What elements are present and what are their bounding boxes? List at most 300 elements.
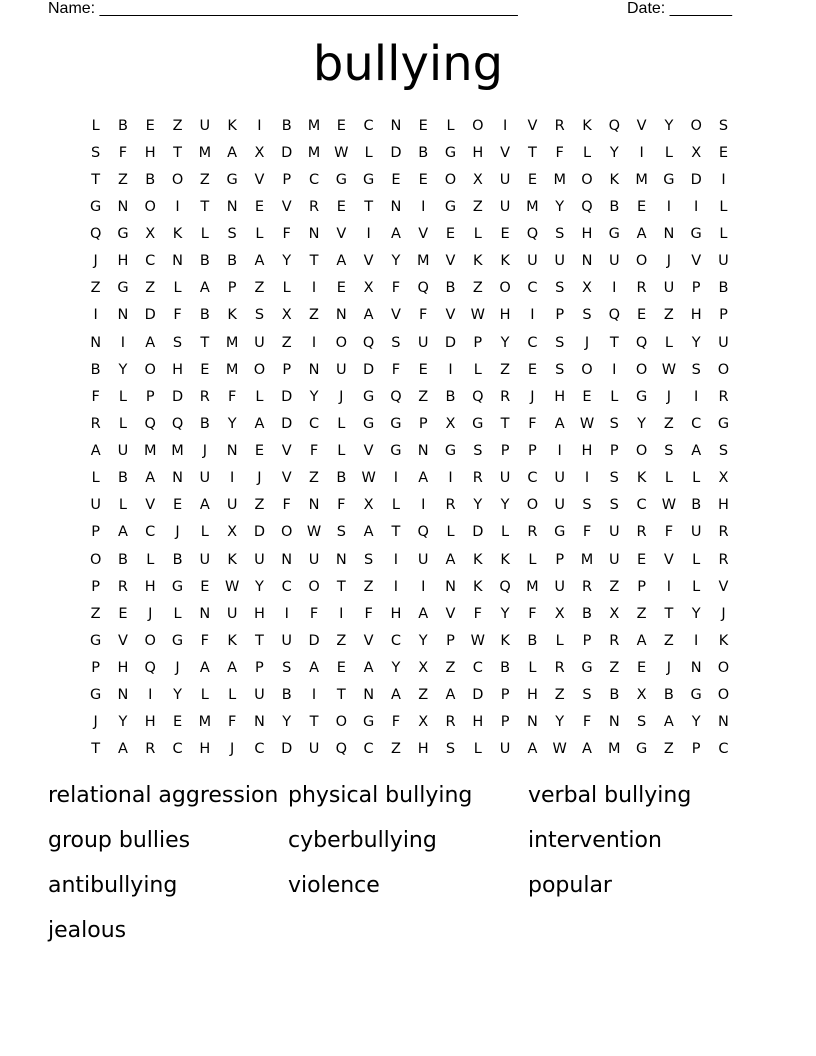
grid-letter: K <box>227 551 237 568</box>
grid-letter: R <box>609 632 620 649</box>
grid-letter: B <box>199 253 210 270</box>
grid-letter: L <box>91 470 100 487</box>
grid-letter: L <box>582 144 592 161</box>
grid-letter: B <box>117 117 128 134</box>
grid-letter: H <box>718 497 729 514</box>
grid-letter: Z <box>418 388 429 405</box>
grid-letter: R <box>554 117 565 134</box>
grid-letter: A <box>145 334 156 351</box>
grid-letter: P <box>555 307 565 324</box>
grid-letter: V <box>281 470 292 487</box>
grid-letter: W <box>334 144 349 161</box>
grid-letter: S <box>609 415 619 432</box>
grid-letter: S <box>172 334 183 351</box>
grid-letter: T <box>336 687 346 704</box>
grid-letter: H <box>144 714 156 731</box>
grid-letter: I <box>721 171 726 188</box>
grid-letter: E <box>637 198 647 215</box>
grid-letter: I <box>393 551 399 568</box>
grid-letter: K <box>227 632 237 649</box>
grid-letter: W <box>470 632 485 649</box>
grid-letter: P <box>446 632 455 649</box>
grid-letter: X <box>363 497 374 514</box>
grid-letter: R <box>718 551 729 568</box>
grid-letter: M <box>198 144 212 161</box>
grid-letter: H <box>472 714 484 731</box>
grid-letter: F <box>555 144 564 161</box>
grid-letter: V <box>445 253 456 270</box>
word-list <box>48 778 768 949</box>
grid-letter: E <box>500 226 510 243</box>
grid-letter: P <box>719 307 728 324</box>
grid-letter: A <box>309 660 319 677</box>
grid-letter: Y <box>282 714 292 731</box>
grid-letter: T <box>664 605 674 622</box>
grid-letter: I <box>393 470 399 487</box>
grid-letter: L <box>719 198 728 215</box>
grid-letter: F <box>337 497 346 514</box>
grid-letter: V <box>145 497 156 514</box>
grid-letter: M <box>553 171 566 188</box>
grid-letter: G <box>362 415 375 432</box>
grid-letter: U <box>199 551 211 568</box>
grid-letter: I <box>666 578 672 595</box>
word-bank-item: antibullying <box>48 873 178 898</box>
grid-letter: C <box>145 524 156 541</box>
grid-letter: A <box>117 741 128 758</box>
grid-letter: U <box>499 171 511 188</box>
grid-letter: I <box>694 632 699 649</box>
grid-letter: Y <box>500 334 510 351</box>
grid-letter: J <box>339 388 344 405</box>
grid-letter: I <box>694 198 699 215</box>
grid-letter: G <box>171 632 184 649</box>
grid-letter: P <box>691 741 701 758</box>
grid-letter: B <box>445 388 456 405</box>
grid-letter: E <box>172 497 183 514</box>
grid-letter: G <box>608 226 620 243</box>
grid-letter: Z <box>172 117 183 134</box>
grid-letter: Y <box>691 714 701 731</box>
grid-letter: C <box>281 578 292 595</box>
grid-letter: K <box>473 253 483 270</box>
grid-letter: O <box>635 253 648 270</box>
grid-letter: E <box>527 361 537 378</box>
grid-letter: E <box>418 171 428 188</box>
grid-letter: B <box>172 551 183 568</box>
grid-letter: L <box>473 741 482 758</box>
grid-letter: O <box>144 632 156 649</box>
grid-letter: N <box>390 117 402 134</box>
grid-letter: N <box>172 470 183 487</box>
grid-row <box>82 139 737 166</box>
grid-letter: X <box>445 415 456 432</box>
grid-letter: N <box>117 307 129 324</box>
grid-letter: O <box>335 714 348 731</box>
grid-letter: Y <box>227 415 237 432</box>
grid-letter: V <box>663 551 674 568</box>
grid-letter: N <box>363 687 375 704</box>
grid-letter: L <box>255 388 264 405</box>
grid-letter: S <box>636 714 647 731</box>
grid-letter: A <box>199 497 210 514</box>
grid-letter: I <box>257 117 262 134</box>
grid-letter: G <box>362 714 375 731</box>
grid-letter: A <box>227 144 238 161</box>
grid-letter: O <box>472 117 484 134</box>
page-title: bullying <box>312 36 504 92</box>
grid-letter: E <box>200 361 210 378</box>
grid-letter: L <box>664 470 673 487</box>
grid-letter: F <box>173 307 182 324</box>
grid-letter: L <box>200 226 209 243</box>
grid-letter: L <box>282 280 291 297</box>
grid-letter: O <box>717 361 730 378</box>
grid-letter: M <box>416 253 430 270</box>
grid-letter: U <box>718 334 729 351</box>
grid-letter: O <box>253 361 266 378</box>
grid-letter: O <box>717 660 730 677</box>
grid-letter: I <box>421 497 426 514</box>
grid-letter: H <box>117 253 129 270</box>
grid-letter: N <box>335 551 347 568</box>
grid-letter: R <box>145 741 156 758</box>
grid-letter: Q <box>608 307 620 324</box>
grid-letter: I <box>175 198 180 215</box>
grid-letter: L <box>255 226 264 243</box>
grid-letter: X <box>145 226 156 243</box>
grid-letter: A <box>363 660 374 677</box>
grid-letter: I <box>666 198 672 215</box>
grid-letter: G <box>226 171 238 188</box>
grid-letter: E <box>391 171 401 188</box>
grid-letter: D <box>281 388 293 405</box>
word-bank-item: violence <box>288 873 380 898</box>
grid-letter: G <box>390 415 402 432</box>
grid-letter: O <box>144 361 156 378</box>
grid-letter: U <box>499 741 511 758</box>
grid-letter: A <box>90 443 101 460</box>
grid-letter: U <box>663 280 675 297</box>
grid-letter: N <box>226 198 238 215</box>
grid-letter: H <box>554 388 566 405</box>
grid-letter: Q <box>608 117 620 134</box>
grid-letter: D <box>363 361 375 378</box>
grid-letter: L <box>200 524 209 541</box>
grid-row <box>82 112 737 139</box>
grid-letter: D <box>444 334 457 351</box>
grid-letter: E <box>336 117 346 134</box>
grid-letter: U <box>499 470 511 487</box>
grid-letter: M <box>225 361 239 378</box>
grid-letter: O <box>89 551 102 568</box>
grid-letter: Y <box>691 334 701 351</box>
grid-letter: S <box>473 443 483 460</box>
grid-letter: Q <box>89 226 102 243</box>
grid-letter: K <box>172 226 183 243</box>
grid-letter: L <box>473 361 482 378</box>
grid-letter: M <box>307 117 321 134</box>
grid-letter: H <box>144 144 156 161</box>
grid-row <box>82 627 737 654</box>
grid-letter: X <box>582 280 592 297</box>
grid-letter: L <box>610 388 619 405</box>
grid-letter: B <box>145 171 156 188</box>
name-field-label: Name: _______________________________________________ <box>48 0 518 17</box>
grid-letter: P <box>691 280 701 297</box>
grid-letter: R <box>117 578 128 595</box>
grid-row <box>82 736 737 763</box>
grid-letter: Z <box>472 198 483 215</box>
grid-letter: K <box>636 470 647 487</box>
grid-letter: K <box>500 253 510 270</box>
grid-letter: R <box>445 714 456 731</box>
grid-letter: B <box>609 687 620 704</box>
grid-letter: X <box>227 524 238 541</box>
grid-letter: U <box>90 497 101 514</box>
grid-letter: D <box>308 632 320 649</box>
grid-letter: C <box>718 741 729 758</box>
grid-letter: Z <box>90 280 101 297</box>
grid-letter: U <box>417 334 429 351</box>
grid-letter: I <box>229 470 235 487</box>
grid-letter: U <box>554 497 565 514</box>
grid-row <box>82 383 737 410</box>
grid-letter: P <box>227 280 237 297</box>
grid-letter: X <box>363 280 374 297</box>
grid-letter: W <box>661 361 677 378</box>
grid-letter: F <box>118 144 128 161</box>
word-bank-item: jealous <box>48 918 127 943</box>
grid-letter: U <box>226 497 238 514</box>
grid-letter: N <box>718 714 729 731</box>
grid-letter: N <box>254 714 265 731</box>
grid-letter: F <box>582 524 592 541</box>
grid-letter: A <box>227 660 238 677</box>
grid-letter: P <box>145 388 155 405</box>
grid-letter: Y <box>118 361 128 378</box>
grid-letter: S <box>336 524 346 541</box>
grid-letter: T <box>527 144 537 161</box>
grid-letter: R <box>636 524 647 541</box>
grid-letter: P <box>500 687 510 704</box>
grid-letter: U <box>117 443 129 460</box>
grid-letter: I <box>339 605 344 622</box>
grid-letter: J <box>202 443 207 460</box>
grid-letter: P <box>500 443 510 460</box>
grid-letter: H <box>417 741 429 758</box>
grid-letter: A <box>527 741 538 758</box>
grid-letter: E <box>637 660 647 677</box>
grid-letter: L <box>664 334 673 351</box>
grid-row <box>82 410 737 437</box>
grid-letter: J <box>93 253 98 270</box>
grid-letter: E <box>172 714 183 731</box>
grid-letter: M <box>307 144 321 161</box>
grid-letter: W <box>361 470 376 487</box>
grid-letter: M <box>635 171 648 188</box>
grid-letter: I <box>284 605 289 622</box>
grid-letter: B <box>199 415 210 432</box>
grid-letter: S <box>718 443 729 460</box>
grid-letter: Z <box>445 660 456 677</box>
grid-letter: E <box>200 578 210 595</box>
grid-letter: G <box>717 415 730 432</box>
grid-letter: S <box>555 361 565 378</box>
grid-letter: N <box>117 687 129 704</box>
grid-letter: P <box>91 660 101 677</box>
grid-letter: G <box>390 443 402 460</box>
grid-letter: G <box>690 226 702 243</box>
grid-letter: D <box>281 144 293 161</box>
grid-letter: U <box>336 361 347 378</box>
grid-letter: I <box>421 578 426 595</box>
grid-letter: D <box>253 524 266 541</box>
grid-letter: E <box>336 280 346 297</box>
grid-letter: D <box>690 171 702 188</box>
grid-letter: U <box>554 253 565 270</box>
grid-letter: U <box>199 117 211 134</box>
grid-letter: R <box>718 524 729 541</box>
grid-letter: H <box>253 605 265 622</box>
grid-letter: C <box>363 741 374 758</box>
grid-letter: F <box>473 605 482 622</box>
grid-letter: E <box>418 117 428 134</box>
grid-letter: N <box>226 443 238 460</box>
grid-letter: H <box>172 361 183 378</box>
grid-letter: N <box>117 198 129 215</box>
grid-row <box>82 166 737 193</box>
grid-letter: U <box>608 253 620 270</box>
grid-letter: U <box>254 334 265 351</box>
grid-letter: G <box>663 171 675 188</box>
grid-letter: V <box>363 443 374 460</box>
grid-letter: L <box>664 144 673 161</box>
grid-letter: H <box>472 144 484 161</box>
grid-letter: G <box>362 171 375 188</box>
date-field-label: Date: _______ <box>627 0 732 17</box>
grid-letter: K <box>582 117 592 134</box>
grid-letter: I <box>421 198 426 215</box>
grid-letter: B <box>663 687 674 704</box>
grid-letter: G <box>554 524 566 541</box>
grid-letter: Z <box>281 334 292 351</box>
grid-letter: L <box>391 497 400 514</box>
grid-letter: V <box>254 171 265 188</box>
grid-letter: A <box>418 470 429 487</box>
grid-letter: X <box>472 171 483 188</box>
grid-letter: N <box>445 578 456 595</box>
grid-letter: Z <box>663 307 674 324</box>
grid-letter: E <box>445 226 456 243</box>
grid-letter: C <box>527 334 538 351</box>
grid-letter: A <box>254 415 265 432</box>
grid-letter: F <box>528 415 537 432</box>
grid-letter: Z <box>663 632 674 649</box>
grid-letter: X <box>281 307 292 324</box>
grid-letter: P <box>473 334 483 351</box>
grid-letter: Z <box>554 687 565 704</box>
grid-letter: C <box>308 171 320 188</box>
grid-letter: P <box>255 660 264 677</box>
grid-letter: Z <box>636 605 647 622</box>
grid-letter: Z <box>309 307 319 324</box>
grid-letter: U <box>199 470 211 487</box>
grid-letter: C <box>172 741 183 758</box>
grid-letter: G <box>444 443 457 460</box>
grid-row <box>82 302 737 329</box>
grid-letter: B <box>527 632 538 649</box>
grid-row <box>82 221 737 248</box>
grid-letter: Q <box>581 198 593 215</box>
word-bank <box>48 778 768 949</box>
grid-letter: A <box>117 524 128 541</box>
grid-letter: G <box>690 687 702 704</box>
grid-letter: C <box>472 660 483 677</box>
grid-letter: N <box>690 660 702 677</box>
grid-letter: B <box>117 470 128 487</box>
grid-letter: L <box>555 632 564 649</box>
grid-letter: D <box>171 388 184 405</box>
grid-letter: R <box>636 280 647 297</box>
grid-letter: U <box>226 605 238 622</box>
grid-letter: G <box>90 687 102 704</box>
grid-letter: F <box>391 280 401 297</box>
grid-letter: I <box>612 361 617 378</box>
grid-row <box>82 193 737 220</box>
grid-letter: Z <box>90 605 101 622</box>
grid-letter: A <box>445 687 456 704</box>
grid-letter: A <box>390 226 401 243</box>
grid-letter: G <box>472 415 484 432</box>
grid-letter: Z <box>472 280 483 297</box>
grid-letter: M <box>608 741 621 758</box>
grid-letter: B <box>445 280 456 297</box>
grid-letter: W <box>552 741 567 758</box>
grid-letter: C <box>254 741 265 758</box>
grid-letter: X <box>418 714 429 731</box>
grid-letter: F <box>282 497 291 514</box>
grid-letter: P <box>609 443 619 460</box>
grid-letter: G <box>335 171 347 188</box>
grid-letter: C <box>527 280 538 297</box>
grid-letter: Q <box>144 415 156 432</box>
grid-letter: V <box>691 253 702 270</box>
grid-letter: L <box>692 470 701 487</box>
grid-letter: F <box>227 714 237 731</box>
grid-letter: Y <box>391 253 401 270</box>
grid-letter: S <box>555 280 565 297</box>
grid-letter: B <box>418 144 429 161</box>
grid-letter: L <box>501 524 510 541</box>
grid-letter: R <box>527 524 538 541</box>
grid-letter: V <box>363 632 374 649</box>
grid-letter: A <box>199 280 210 297</box>
grid-letter: Z <box>145 280 156 297</box>
grid-letter: Y <box>691 605 701 622</box>
grid-letter: F <box>582 714 592 731</box>
grid-letter: S <box>555 226 565 243</box>
grid-row <box>82 275 737 302</box>
grid-letter: M <box>526 198 539 215</box>
grid-letter: R <box>472 470 483 487</box>
grid-letter: T <box>391 524 401 541</box>
grid-letter: A <box>636 632 647 649</box>
grid-letter: L <box>173 605 182 622</box>
grid-letter: N <box>608 714 620 731</box>
grid-letter: I <box>584 470 590 487</box>
grid-letter: U <box>718 253 729 270</box>
